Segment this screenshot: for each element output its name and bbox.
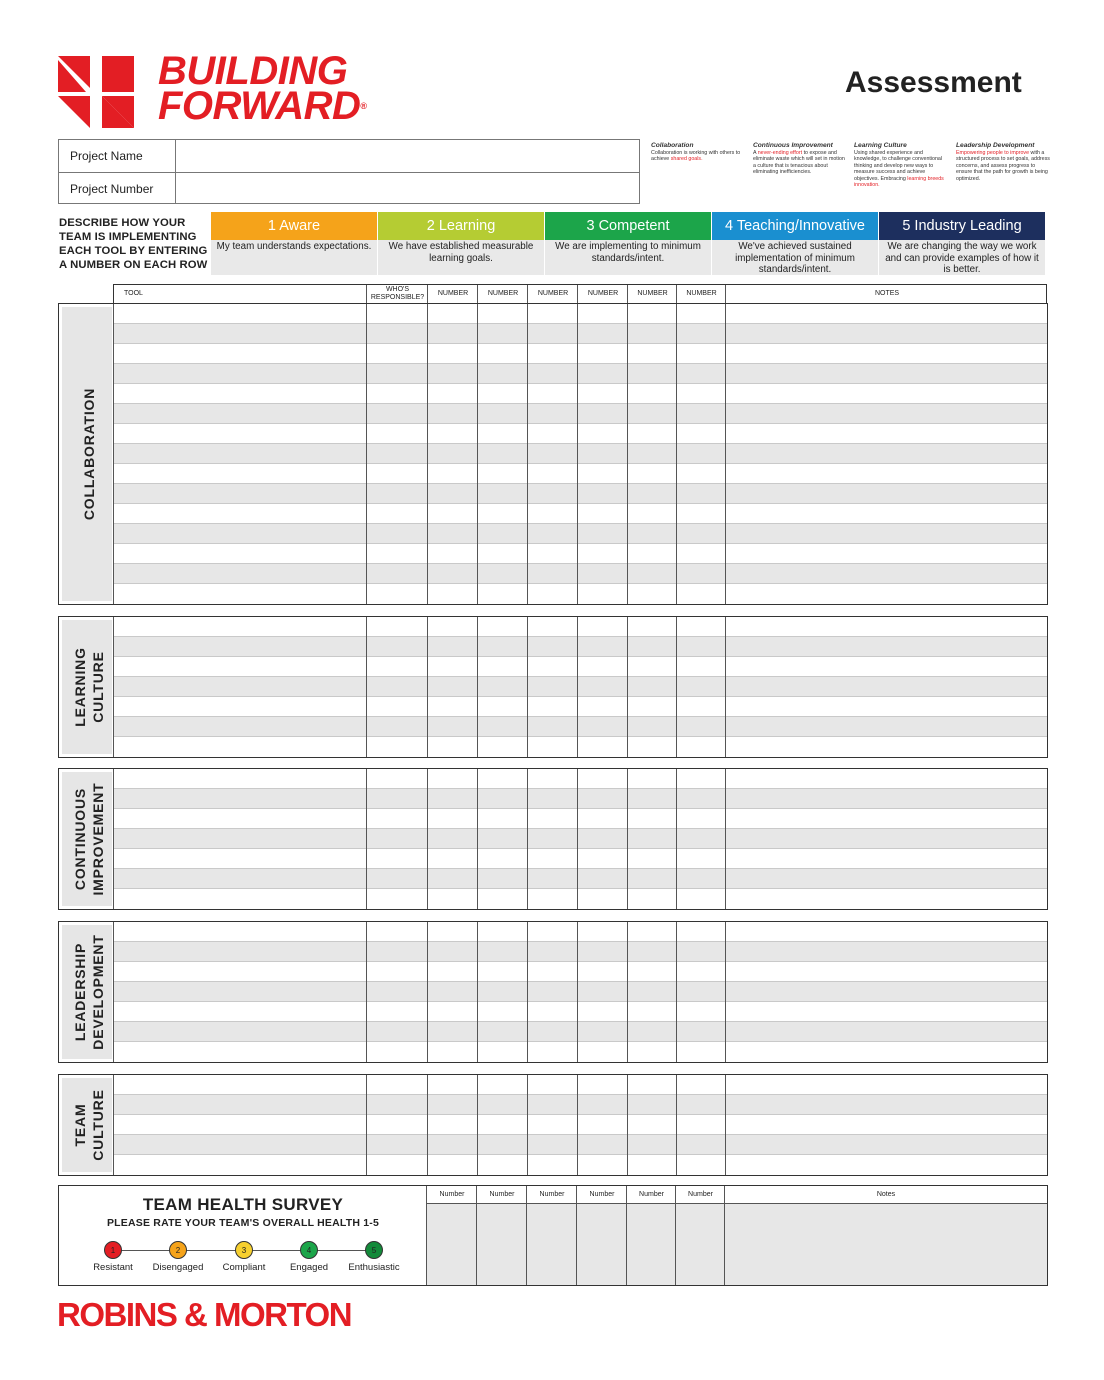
column-divider (725, 285, 726, 303)
column-divider (527, 617, 528, 757)
project-name-label: Project Name (59, 140, 176, 172)
table-row[interactable] (114, 484, 1047, 504)
section-label-line: IMPROVEMENT (90, 782, 106, 896)
column-divider (627, 285, 628, 303)
column-divider (366, 304, 367, 604)
survey-number-header: Number (627, 1186, 676, 1204)
table-row[interactable] (114, 404, 1047, 424)
table-row[interactable] (114, 1155, 1047, 1175)
column-divider (427, 769, 428, 909)
survey-number-header: Number (427, 1186, 477, 1204)
section-label (71, 1089, 107, 1160)
section-label-cell (62, 925, 112, 1059)
survey-number-cell[interactable] (477, 1204, 527, 1285)
definition-part: never-ending effort (757, 150, 803, 156)
column-divider (426, 1186, 427, 1285)
definition-text (753, 150, 845, 175)
brand-line-1: BUILDING (158, 49, 348, 93)
table-row[interactable] (114, 982, 1047, 1002)
section-collaboration (58, 303, 1048, 605)
survey-notes-header: Notes (725, 1186, 1047, 1204)
section-label-line: COLLABORATION (81, 387, 97, 521)
project-name-field[interactable] (177, 140, 639, 172)
rating-label: Engaged (289, 1262, 329, 1273)
rating-label: Resistant (93, 1262, 133, 1273)
definition-text (651, 150, 740, 162)
table-row[interactable] (114, 849, 1047, 869)
definition-title: Learning Culture (854, 142, 907, 149)
column-divider (627, 922, 628, 1062)
column-divider (577, 617, 578, 757)
section-label-cell (62, 620, 112, 754)
level-5 (879, 212, 1045, 275)
table-row[interactable] (114, 942, 1047, 962)
column-divider (676, 922, 677, 1062)
definition-part: with a structured process to set goals, address concerns, and assess progress to ensure that the path for growth is being optimized. (956, 150, 1050, 182)
column-divider (725, 304, 726, 604)
column-divider (476, 1186, 477, 1285)
table-row[interactable] (114, 962, 1047, 982)
survey-number-cell[interactable] (627, 1204, 676, 1285)
level-description: My team understands expectations. (211, 240, 377, 275)
table-row[interactable] (114, 889, 1047, 909)
table-row[interactable] (114, 324, 1047, 344)
table-row[interactable] (114, 384, 1047, 404)
column-divider (576, 1186, 577, 1285)
column-divider (527, 304, 528, 604)
table-row[interactable] (114, 657, 1047, 677)
column-divider (725, 617, 726, 757)
column-divider (477, 922, 478, 1062)
column-divider (427, 922, 428, 1062)
definition-part: to expose and eliminate waste which will set in motion a culture that is tenacious about eliminating inefficiencies. (753, 150, 845, 176)
column-divider (724, 1186, 725, 1285)
column-divider (477, 1075, 478, 1175)
level-2 (378, 212, 544, 275)
column-divider (675, 1186, 676, 1285)
column-divider (113, 617, 114, 757)
table-row[interactable] (114, 584, 1047, 604)
section-continuous-improvement (58, 768, 1048, 910)
table-header (113, 284, 1047, 304)
column-divider (725, 1075, 726, 1175)
table-row[interactable] (114, 544, 1047, 564)
section-label-cell (62, 772, 112, 906)
column-divider (526, 1186, 527, 1285)
rating-5-dot: 5 (365, 1241, 383, 1259)
section-label-cell (62, 307, 112, 601)
section-label (71, 934, 107, 1049)
column-divider (113, 769, 114, 909)
definition-part: Collaboration is working with others to achieve (651, 150, 741, 163)
column-divider (676, 769, 677, 909)
level-description: We are changing the way we work and can provide examples of how it is better. (879, 240, 1045, 275)
definition-part: learning breeds innovation. (854, 175, 944, 189)
column-divider (527, 769, 528, 909)
section-label-line: LEARNING (72, 647, 88, 727)
column-divider (527, 922, 528, 1062)
project-info-box (58, 139, 640, 204)
level-description: We have established measurable learning goals. (378, 240, 544, 275)
table-row[interactable] (114, 424, 1047, 444)
column-divider (477, 769, 478, 909)
column-divider (477, 304, 478, 604)
table-row[interactable] (114, 1075, 1047, 1095)
column-divider (113, 922, 114, 1062)
table-row[interactable] (114, 1002, 1047, 1022)
column-divider (527, 285, 528, 303)
brand-wordmark (158, 49, 367, 128)
table-row[interactable] (114, 444, 1047, 464)
column-divider (113, 1075, 114, 1175)
describe-instructions: DESCRIBE HOW YOUR TEAM IS IMPLEMENTING EACH TOOL BY ENTERING A NUMBER ON EACH ROW (59, 217, 208, 271)
table-row[interactable] (114, 677, 1047, 697)
column-divider (477, 617, 478, 757)
survey-subtitle: PLEASE RATE YOUR TEAM'S OVERALL HEALTH 1-5 (106, 1217, 380, 1229)
column-divider (725, 922, 726, 1062)
definition-part: Empowering people to improve (956, 150, 1030, 156)
table-row[interactable] (114, 1115, 1047, 1135)
definition-block (854, 141, 950, 188)
rating-3-dot: 3 (235, 1241, 253, 1259)
rating-label: Disengaged (152, 1262, 204, 1273)
survey-number-header: Number (577, 1186, 627, 1204)
column-divider (577, 922, 578, 1062)
column-divider (725, 769, 726, 909)
table-row[interactable] (114, 769, 1047, 789)
section-label (71, 782, 107, 895)
table-row[interactable] (114, 809, 1047, 829)
team-health-survey (58, 1185, 1048, 1286)
column-divider (427, 617, 428, 757)
level-description: We are implementing to minimum standards/intent. (545, 240, 711, 275)
level-3 (545, 212, 711, 275)
survey-number-cell[interactable] (427, 1204, 477, 1285)
definition-part: shared goals. (670, 156, 703, 163)
project-number-label: Project Number (59, 173, 176, 204)
section-label-line: LEADERSHIP (72, 942, 88, 1042)
column-divider (427, 304, 428, 604)
rating-4-dot: 4 (300, 1241, 318, 1259)
table-row[interactable] (114, 617, 1047, 637)
definition-part: A (753, 150, 758, 156)
table-row[interactable] (114, 737, 1047, 757)
notes-header: NOTES (874, 290, 900, 297)
column-divider (577, 1075, 578, 1175)
table-row[interactable] (114, 364, 1047, 384)
column-divider (577, 769, 578, 909)
column-divider (113, 304, 114, 604)
section-label (80, 388, 98, 520)
section-team-culture (58, 1074, 1048, 1176)
definition-part: Using shared experience and knowledge, to challenge conventional thinking and develop new ways to measure success and achieve objectives. Embracing (854, 150, 943, 182)
section-label (71, 647, 107, 727)
section-label-line: CULTURE (90, 651, 106, 723)
section-leadership-development (58, 921, 1048, 1063)
column-divider (627, 304, 628, 604)
column-divider (627, 769, 628, 909)
column-divider (427, 285, 428, 303)
level-title: 1 Aware (211, 212, 377, 240)
section-label-line: TEAM (72, 1103, 88, 1147)
level-title: 2 Learning (378, 212, 544, 240)
level-1 (211, 212, 377, 275)
table-row[interactable] (114, 524, 1047, 544)
column-divider (366, 1075, 367, 1175)
level-title: 4 Teaching/Innovative (712, 212, 878, 240)
section-learning-culture (58, 616, 1048, 758)
column-divider (366, 922, 367, 1062)
table-row[interactable] (114, 504, 1047, 524)
project-number-row (59, 172, 639, 204)
number-header: NUMBER (587, 290, 619, 297)
section-label-cell (62, 1078, 112, 1172)
number-header: NUMBER (437, 290, 469, 297)
column-divider (627, 1075, 628, 1175)
column-divider (427, 1075, 428, 1175)
column-divider (676, 285, 677, 303)
definition-title: Continuous Improvement (753, 142, 833, 149)
level-title: 3 Competent (545, 212, 711, 240)
table-row[interactable] (114, 1095, 1047, 1115)
table-row[interactable] (114, 717, 1047, 737)
column-divider (366, 617, 367, 757)
survey-notes-cell[interactable] (725, 1204, 1047, 1285)
rating-2-dot: 2 (169, 1241, 187, 1259)
column-divider (366, 285, 367, 303)
survey-number-header: Number (676, 1186, 725, 1204)
column-divider (626, 1186, 627, 1285)
level-description: We've achieved sustained implementation of minimum standards/intent. (712, 240, 878, 275)
registered-mark: ® (360, 101, 367, 111)
column-divider (676, 304, 677, 604)
table-row[interactable] (114, 1022, 1047, 1042)
table-row[interactable] (114, 344, 1047, 364)
column-divider (527, 1075, 528, 1175)
column-divider (366, 769, 367, 909)
table-row[interactable] (114, 637, 1047, 657)
building-forward-logo-icon (58, 56, 134, 128)
table-row[interactable] (114, 1042, 1047, 1062)
project-number-field[interactable] (177, 173, 639, 204)
survey-number-header: Number (527, 1186, 577, 1204)
rating-label: Compliant (222, 1262, 266, 1273)
column-divider (676, 617, 677, 757)
table-row[interactable] (114, 1135, 1047, 1155)
definition-block (753, 141, 849, 176)
table-row[interactable] (114, 697, 1047, 717)
responsible-header: WHO'S RESPONSIBLE? (370, 286, 425, 301)
column-divider (577, 304, 578, 604)
number-header: NUMBER (686, 290, 717, 297)
number-header: NUMBER (637, 290, 668, 297)
survey-number-header: Number (477, 1186, 527, 1204)
tool-header: TOOL (124, 290, 143, 297)
definition-text (956, 150, 1050, 182)
table-row[interactable] (114, 304, 1047, 324)
definition-text (854, 150, 944, 188)
table-row[interactable] (114, 869, 1047, 889)
level-4 (712, 212, 878, 275)
rating-1-dot: 1 (104, 1241, 122, 1259)
table-row[interactable] (114, 829, 1047, 849)
project-name-row (59, 140, 639, 172)
brand-line-2: FORWARD (158, 84, 361, 128)
column-divider (676, 1075, 677, 1175)
table-row[interactable] (114, 789, 1047, 809)
rating-label: Enthusiastic (348, 1262, 400, 1273)
definition-title: Leadership Development (956, 142, 1035, 149)
column-divider (577, 285, 578, 303)
section-label-line: DEVELOPMENT (90, 934, 106, 1050)
table-row[interactable] (114, 464, 1047, 484)
survey-number-cell[interactable] (577, 1204, 627, 1285)
table-row[interactable] (114, 564, 1047, 584)
table-row[interactable] (114, 922, 1047, 942)
page-title: Assessment (845, 66, 1022, 99)
column-divider (477, 285, 478, 303)
survey-title: TEAM HEALTH SURVEY (142, 1195, 344, 1214)
section-label-line: CULTURE (90, 1089, 106, 1161)
number-header: NUMBER (537, 290, 569, 297)
section-label-line: CONTINUOUS (72, 787, 88, 891)
survey-number-cell[interactable] (527, 1204, 577, 1285)
definition-block (956, 141, 1050, 182)
column-divider (627, 617, 628, 757)
survey-number-cell[interactable] (676, 1204, 725, 1285)
number-header: NUMBER (487, 290, 519, 297)
definition-block (651, 141, 741, 163)
definition-title: Collaboration (651, 142, 694, 149)
robins-morton-logo: ROBINS & MORTON (57, 1296, 352, 1333)
level-title: 5 Industry Leading (879, 212, 1045, 240)
